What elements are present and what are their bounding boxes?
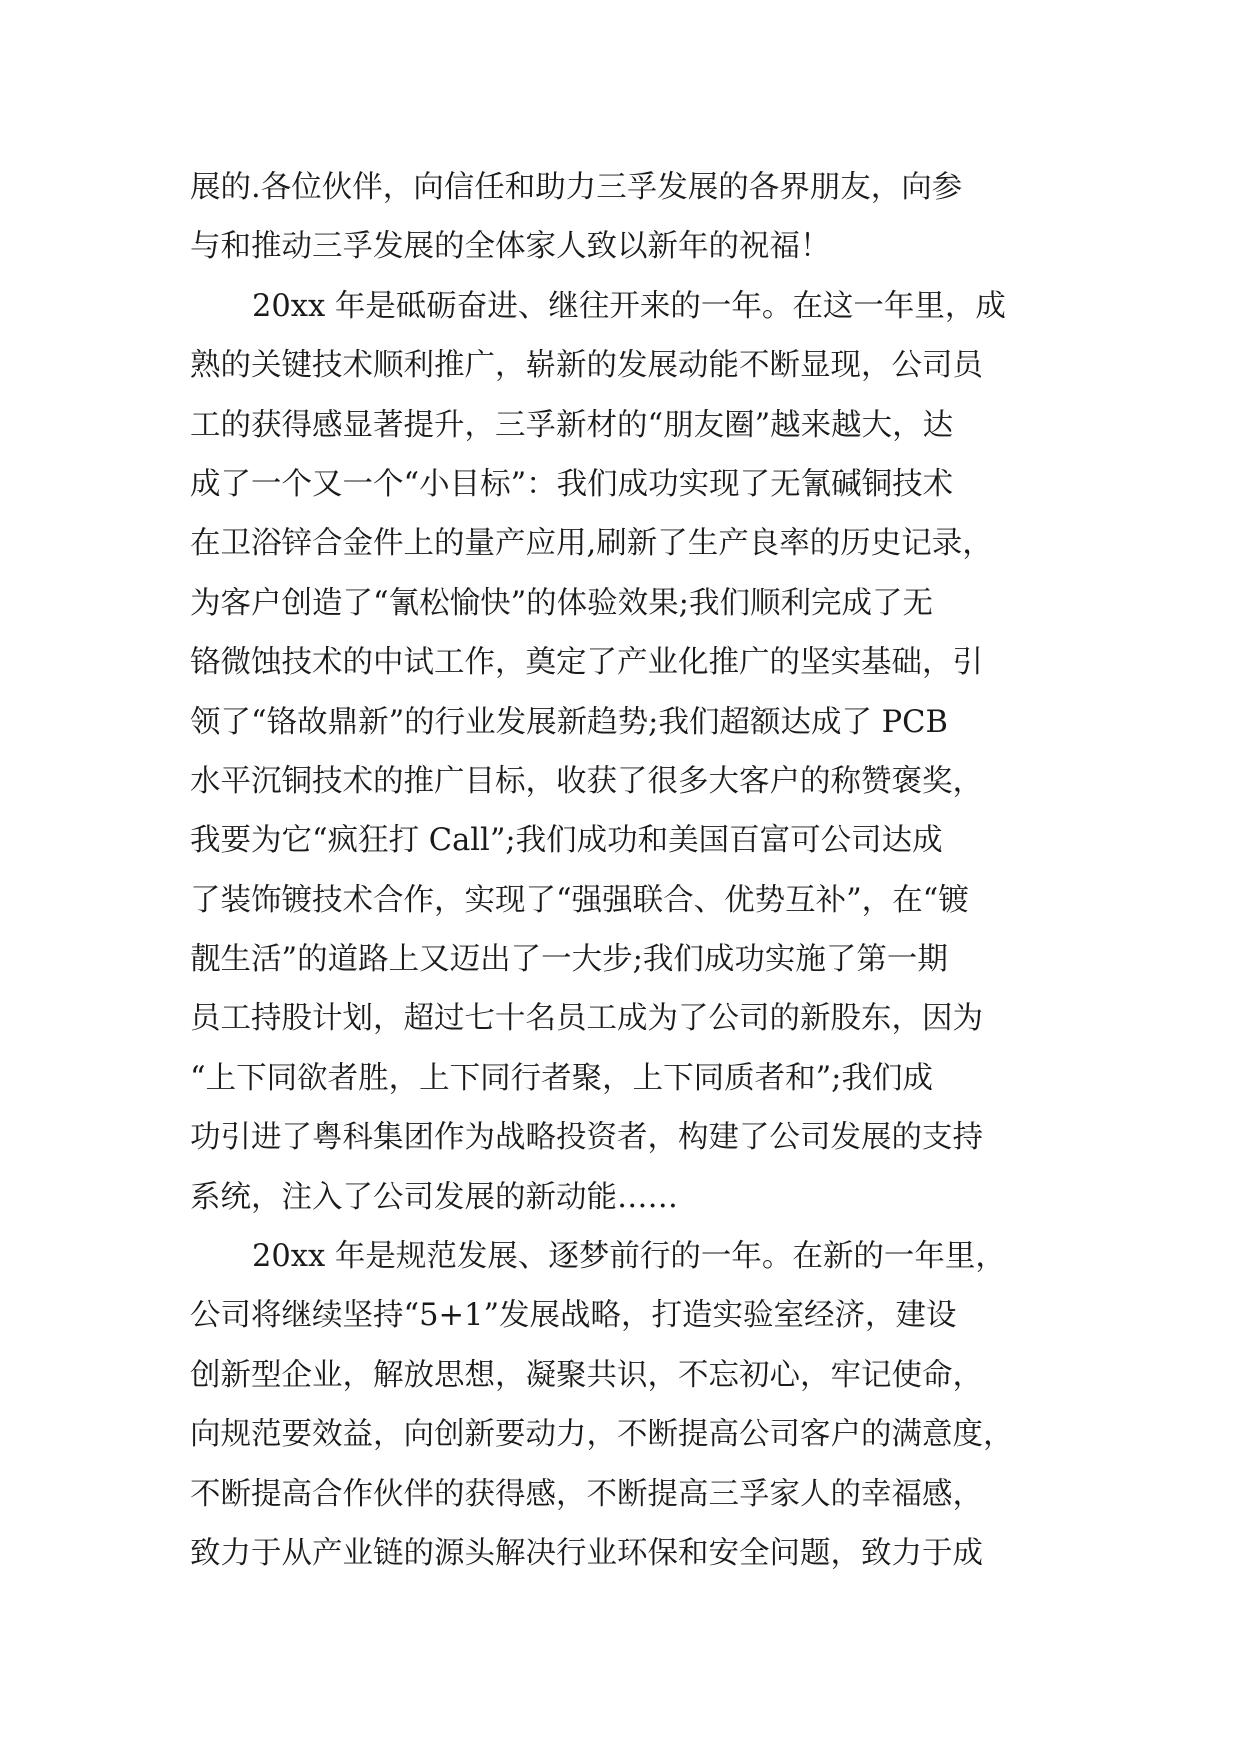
- text-line: 了装饰镀技术合作，实现了“强强联合、优势互补”，在“镀: [190, 882, 969, 918]
- paragraph-start-line: 20xx 年是规范发展、逐梦前行的一年。在新的一年里，: [252, 1239, 1006, 1275]
- text-line: 系统，注入了公司发展的新动能……: [190, 1179, 678, 1215]
- text-line: “上下同欲者胜，上下同行者聚，上下同质者和”;我们成: [190, 1060, 933, 1096]
- text-line: 创新型企业，解放思想，凝聚共识，不忘初心，牢记使命，: [190, 1357, 983, 1393]
- text-line: 工的获得感显著提升，三孚新材的“朋友圈”越来越大，达: [190, 407, 954, 443]
- text-line: 领了“铬故鼎新”的行业发展新趋势;我们超额达成了 PCB: [190, 704, 948, 740]
- text-line: 致力于从产业链的源头解决行业环保和安全问题，致力于成: [190, 1535, 983, 1571]
- text-line: 与和推动三孚发展的全体家人致以新年的祝福！: [190, 229, 831, 265]
- text-line: 向规范要效益，向创新要动力，不断提高公司客户的满意度，: [190, 1417, 1014, 1453]
- text-line: 员工持股计划，超过七十名员工成为了公司的新股东，因为: [190, 1001, 983, 1037]
- text-line: 我要为它“疯狂打 Call”;我们成功和美国百富可公司达成: [190, 823, 943, 859]
- text-line: 成了一个又一个“小目标”：我们成功实现了无氰碱铜技术: [190, 466, 954, 502]
- text-line: 在卫浴锌合金件上的量产应用,刷新了生产良率的历史记录，: [190, 526, 993, 562]
- text-line: 功引进了粤科集团作为战略投资者，构建了公司发展的支持: [190, 1120, 983, 1156]
- text-line: 为客户创造了“氰松愉快”的体验效果;我们顺利完成了无: [190, 585, 933, 621]
- text-line: 公司将继续坚持“5+1”发展战略，打造实验室经济，建设: [190, 1298, 957, 1334]
- text-line: 靓生活”的道路上又迈出了一大步;我们成功实施了第一期: [190, 942, 948, 978]
- text-line: 不断提高合作伙伴的获得感，不断提高三孚家人的幸福感，: [190, 1476, 983, 1512]
- text-line: 熟的关键技术顺利推广，崭新的发展动能不断显现，公司员: [190, 348, 983, 384]
- paragraph-start-line: 20xx 年是砥砺奋进、继往开来的一年。在这一年里，成: [252, 288, 1006, 324]
- text-line: 水平沉铜技术的推广目标，收获了很多大客户的称赞褒奖，: [190, 763, 983, 799]
- text-line: 展的.各位伙伴，向信任和助力三孚发展的各界朋友，向参: [190, 170, 963, 205]
- body-text: [190, 158, 1050, 1583]
- text-line: 铬微蚀技术的中试工作，奠定了产业化推广的坚实基础，引: [190, 645, 983, 681]
